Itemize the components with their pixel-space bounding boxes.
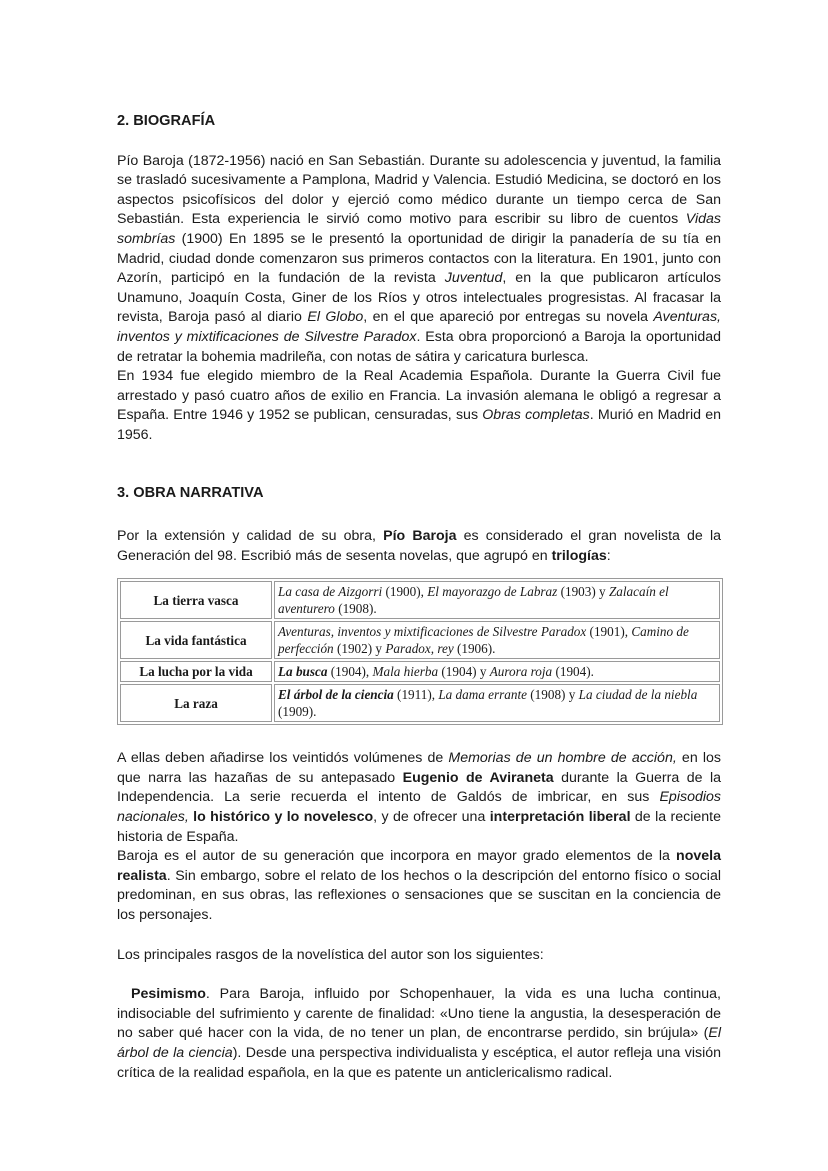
text-run: Baroja es el autor de su generación que incorpora en mayor grado elementos de la <box>117 848 677 865</box>
emphasis-text: El árbol de la ciencia <box>278 687 394 703</box>
text-run: de la reciente historia de España. <box>117 809 721 845</box>
text-run: (1902) y <box>333 641 386 657</box>
bio-paragraph-2 <box>117 367 721 445</box>
emphasis-text: La dama errante <box>438 687 527 703</box>
trilogy-name: La raza <box>120 684 272 722</box>
emphasis-text: Pesimismo <box>131 986 206 1003</box>
emphasis-text: La casa de Aizgorri <box>278 584 383 600</box>
emphasis-text: Juventud <box>444 270 503 287</box>
text-run: . Esta obra proporcionó a Baroja la oportunidad de retratar la bohemia madrileña, con notas de sátira y caricatura burlesca. <box>117 328 721 365</box>
text-run: : <box>606 547 611 564</box>
text-run: . Sin embargo, sobre el relato de los hechos o la descripción del entorno físico o social predominan, en sus obras, las reflexiones o sensaciones que se suscitan en la conciencia de los personajes. <box>117 867 721 924</box>
text-run: (1911), <box>393 687 439 703</box>
trilogy-name: La vida fantástica <box>120 621 272 659</box>
emphasis-text: Pío Baroja <box>383 528 457 545</box>
text-run: (1904) y <box>438 664 490 680</box>
emphasis-text: El Globo <box>307 309 364 326</box>
text-run: , en la que publicaron artículos Unamuno, Joaquín Costa, Giner de los Ríos y otros intelectuales progresistas. Al fracasar la revista, Baroja pasó al diario <box>117 270 721 326</box>
trilogy-works <box>274 621 720 659</box>
emphasis-text: Camino de perfección <box>278 624 689 657</box>
text-run: en los que narra las hazañas de su antepasado <box>117 750 721 786</box>
emphasis-text: Aurora roja <box>489 664 553 680</box>
bio-paragraph-1 <box>117 152 721 368</box>
table-row <box>120 661 720 682</box>
emphasis-text: interpretación liberal <box>489 809 631 826</box>
text-run: (1909). <box>278 704 317 720</box>
emphasis-text: Zalacaín el aventurero <box>278 584 669 617</box>
emphasis-text: Mala hierba <box>372 664 439 680</box>
text-run: (1908) y <box>526 687 579 703</box>
obra-paragraph-rasgos-intro <box>117 946 721 966</box>
trilogies-table <box>117 578 723 725</box>
text-run: . Murió en Madrid en 1956. <box>117 407 721 443</box>
text-run: , y de ofrecer una <box>373 809 490 826</box>
trilogy-name: La tierra vasca <box>120 581 272 619</box>
text-run: Pío Baroja (1872-1956) nació en San Sebastián. Durante su adolescencia y juventud, la familia se trasladó sucesivamente a Pamplona, Madrid y Valencia. Estudió Medicina, se doctoró en los aspectos psicofísicos del dolor y ejerció como médico durante un tiempo cerca de San Sebastián. Esta experiencia le sirvió como motivo para escribir su libro de cuentos <box>117 152 721 228</box>
emphasis-text: La ciudad de la niebla <box>578 687 698 703</box>
obra-paragraph-memorias <box>117 749 721 847</box>
text-run: (1908). <box>334 601 377 617</box>
text-run: (1900) En 1895 se le presentó la oportunidad de dirigir la panadería de su tía en Madrid, ciudad donde comenzaron sus primeros contactos con la literatura. En 1901, junto con Azorín, participó en la fundación de la revista <box>117 230 721 287</box>
trilogy-works <box>274 684 720 722</box>
text-run: (1904). <box>552 664 594 680</box>
trilogy-works <box>274 661 720 682</box>
emphasis-text: El árbol de la ciencia <box>117 1025 721 1061</box>
emphasis-text: trilogías <box>551 547 607 564</box>
emphasis-text: novela realista <box>117 848 721 884</box>
section-heading-biografia: 2. BIOGRAFÍA <box>117 113 216 129</box>
emphasis-text: Eugenio de Aviraneta <box>402 769 554 786</box>
text-run: Los principales rasgos de la novelística del autor son los siguientes: <box>117 946 544 963</box>
emphasis-text: Memorias de un hombre de acción, <box>448 750 677 767</box>
emphasis-text: Vidas sombrías <box>117 211 721 247</box>
obra-paragraph-pesimismo <box>117 985 721 1083</box>
emphasis-text: lo histórico y lo novelesco <box>193 809 374 826</box>
emphasis-text: La busca <box>278 664 328 680</box>
text-run: , en el que apareció por entregas su novela <box>363 309 654 326</box>
text-run: es considerado el gran novelista de la Generación del 98. Escribió más de sesenta novelas, que agrupó en <box>117 528 722 564</box>
text-run: A ellas deben añadirse los veintidós volúmenes de <box>117 750 449 767</box>
text-run: . Para Baroja, influido por Schopenhauer, la vida es una lucha continua, indisociable del sufrimiento y carente de finalidad: «Uno tiene la angustia, la desesperación de no saber qué hacer con la vida, de no tener un plan, de encontrarse perdido, sin brújula» ( <box>117 986 721 1042</box>
document-page <box>117 112 721 1083</box>
emphasis-text: Aventuras, inventos y mixtificaciones de Silvestre Paradox <box>117 309 721 345</box>
table-row <box>120 684 720 722</box>
emphasis-text: Obras completas <box>482 407 590 424</box>
obra-paragraph-realismo <box>117 847 721 925</box>
text-run: durante la Guerra de la Independencia. La serie recuerda el intento de Galdós de imbricar, en sus <box>117 769 721 806</box>
emphasis-text: Episodios nacionales, <box>117 789 721 826</box>
text-run: ). Desde una perspectiva individualista y escéptica, el autor refleja una visión crítica de la realidad española, en la que es patente un anticlericalismo radical. <box>117 1045 722 1081</box>
section-heading-obra-narrativa: 3. OBRA NARRATIVA <box>117 484 264 501</box>
text-run: Por la extensión y calidad de su obra, <box>117 528 384 545</box>
text-run: (1901), <box>586 624 632 640</box>
emphasis-text: El mayorazgo de Labraz <box>427 584 558 600</box>
text-run: (1903) y <box>557 584 609 600</box>
text-run: (1900), <box>382 584 428 600</box>
text-run: (1906). <box>453 641 496 657</box>
text-run: En 1934 fue elegido miembro de la Real Academia Española. Durante la Guerra Civil fue arrestado y pasó cuatro años de exilio en Francia. La invasión alemana le obligó a regresar a España. Entre 1946 y 1952 se publican, censuradas, sus <box>117 368 721 424</box>
table-row <box>120 621 720 659</box>
emphasis-text: Aventuras, inventos y mixtificaciones de Silvestre Paradox <box>278 624 587 640</box>
trilogy-works <box>274 581 720 619</box>
trilogy-name: La lucha por la vida <box>120 661 272 682</box>
text-run: (1904), <box>327 664 373 680</box>
obra-intro-paragraph <box>117 527 721 566</box>
table-row <box>120 581 720 619</box>
emphasis-text: Paradox, rey <box>385 641 454 657</box>
